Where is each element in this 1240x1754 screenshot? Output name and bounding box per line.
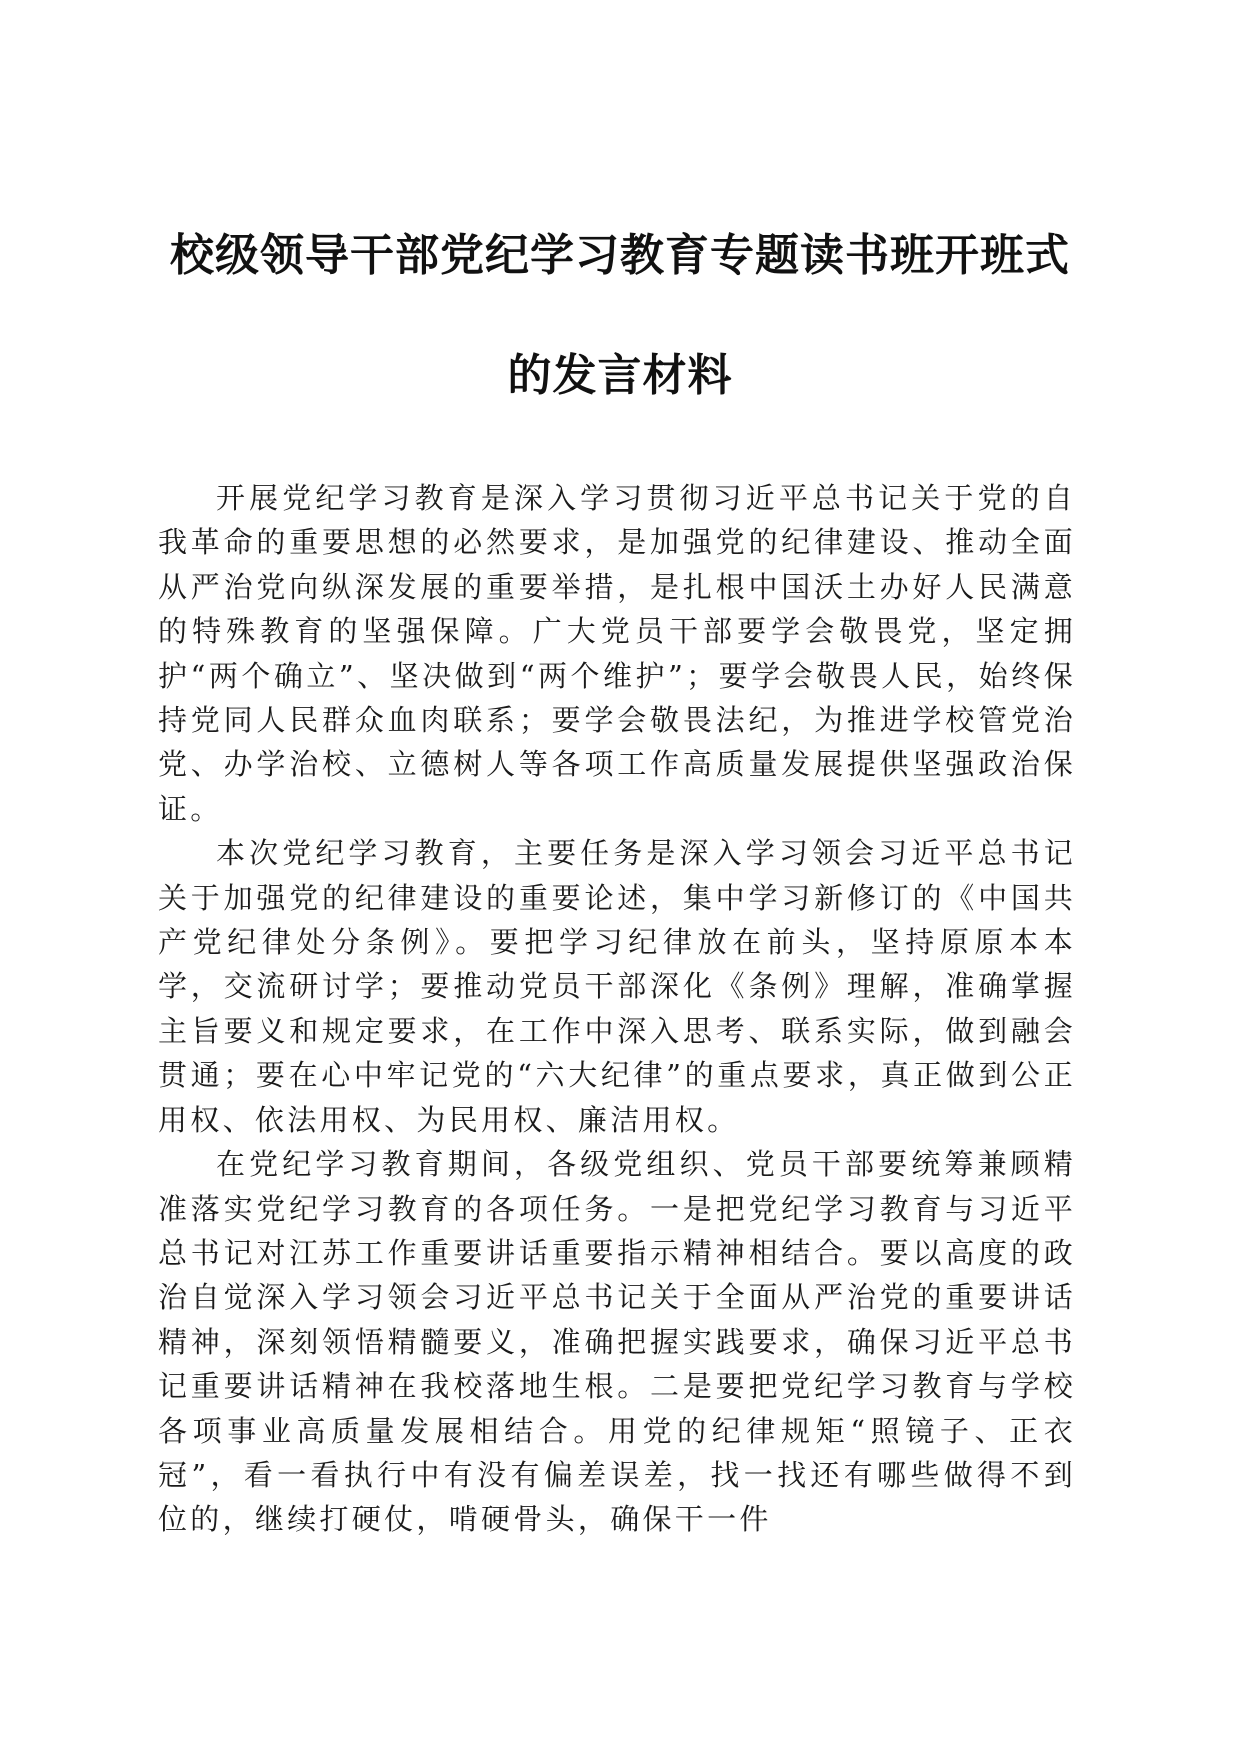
document-title-line-1: 校级领导干部党纪学习教育专题读书班开班式 — [170, 230, 1070, 281]
paragraph-2: 本次党纪学习教育，主要任务是深入学习领会习近平总书记关于加强党的纪律建设的重要论述，集中学习新修订的《中国共产党纪律处分条例》。要把学习纪律放在前头，坚持原原本本学，交流研讨学；要推动党员干部深化《条例》理解，准确掌握主旨要义和规定要求，在工作中深入思考、联系实际，做到融会贯通；要在心中牢记党的“六大纪律”的重点要求，真正做到公正用权、依法用权、为民用权、廉洁用权。 — [158, 836, 1076, 1137]
document-body — [158, 476, 1076, 1542]
document-title-line-2: 的发言材料 — [507, 350, 733, 401]
paragraph-3: 在党纪学习教育期间，各级党组织、党员干部要统筹兼顾精准落实党纪学习教育的各项任务。一是把党纪学习教育与习近平总书记对江苏工作重要讲话重要指示精神相结合。要以高度的政治自觉深入学习领会习近平总书记关于全面从严治党的重要讲话精神，深刻领悟精髓要义，准确把握实践要求，确保习近平总书记重要讲话精神在我校落地生根。二是要把党纪学习教育与学校各项事业高质量发展相结合。用党的纪律规矩“照镜子、正衣冠”，看一看执行中有没有偏差误差，找一找还有哪些做得不到位的，继续打硬仗，啃硬骨头，确保干一件 — [158, 1147, 1076, 1537]
paragraph-1: 开展党纪学习教育是深入学习贯彻习近平总书记关于党的自我革命的重要思想的必然要求，是加强党的纪律建设、推动全面从严治党向纵深发展的重要举措，是扎根中国沃土办好人民满意的特殊教育的坚强保障。广大党员干部要学会敬畏党，坚定拥护“两个确立”、坚决做到“两个维护”；要学会敬畏人民，始终保持党同人民群众血肉联系；要学会敬畏法纪，为推进学校管党治党、办学治校、立德树人等各项工作高质量发展提供坚强政治保证。 — [158, 481, 1076, 826]
